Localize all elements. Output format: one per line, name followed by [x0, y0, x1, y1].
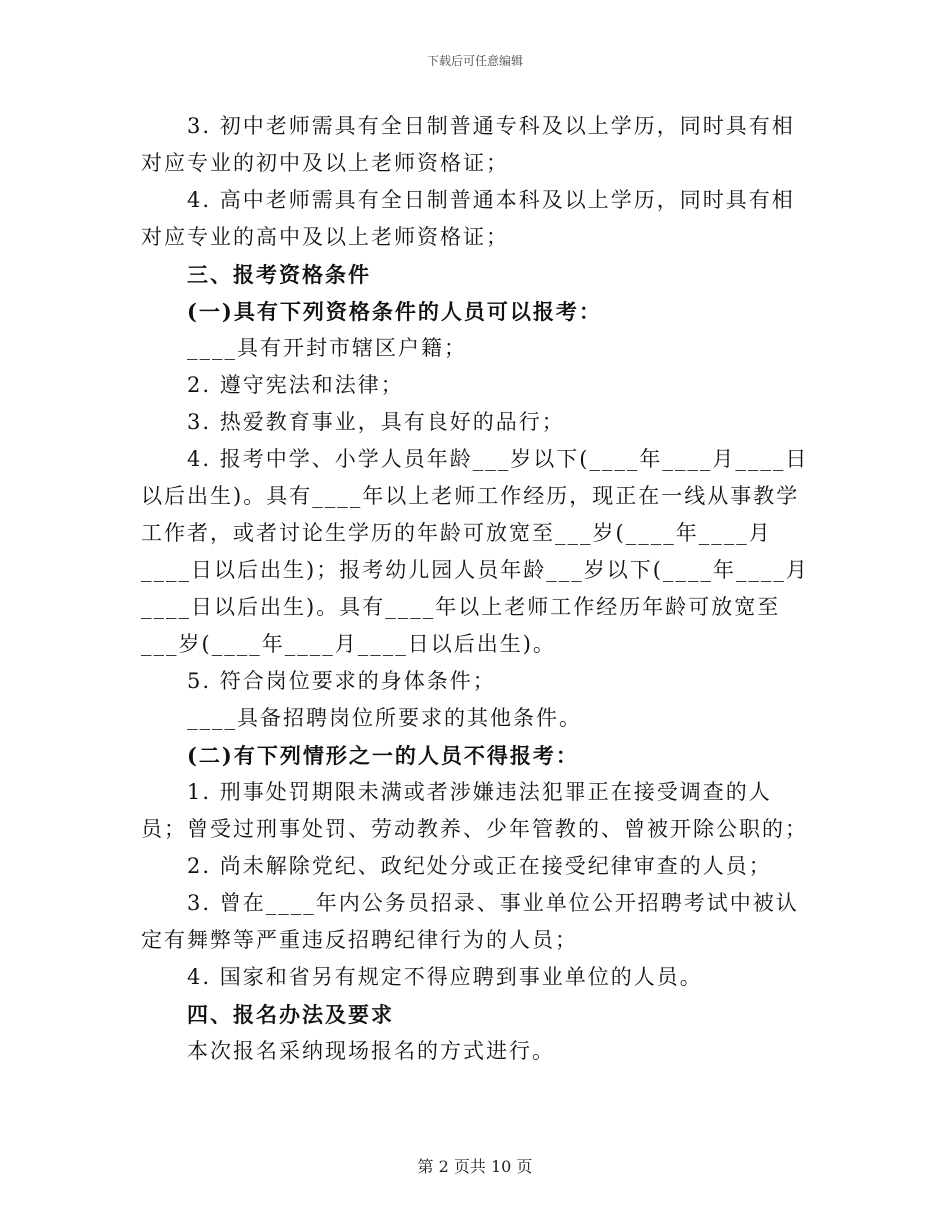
paragraph: 本次报名采纳现场报名的方式进行。: [187, 1039, 555, 1063]
section-heading: 四、报名办法及要求: [187, 1002, 394, 1027]
paragraph: 2. 遵守宪法和法律；: [187, 373, 404, 397]
paragraph: 3. 曾在____年内公务员招录、事业单位公开招聘考试中被认定有舞弊等严重违反招聘纪律行为的人员；: [141, 891, 799, 952]
paragraph: ____具有开封市辖区户籍；: [187, 336, 467, 360]
paragraph: 3. 初中老师需具有全日制普通专科及以上学历，同时具有相对应专业的初中及以上老师资格证；: [141, 114, 795, 175]
paragraph: 4. 报考中学、小学人员年龄___岁以下(____年____月____日以后出生)。具有____年以上老师工作经历，现正在一线从事教学工作者，或者讨论生学历的年龄可放宽至___岁(____年____月____日以后出生)；报考幼儿园人员年龄___岁以下(____年____月____日以后出生)。具有____年以上老师工作经历年龄可放宽至___岁(____年____月____日以后出生)。: [141, 447, 809, 656]
section-heading: 三、报考资格条件: [187, 262, 371, 287]
paragraph: 1. 刑事处罚期限未满或者涉嫌违法犯罪正在接受调查的人员；曾受过刑事处罚、劳动教养、少年管教的、曾被开除公职的；: [141, 780, 808, 841]
paragraph: 4. 高中老师需具有全日制普通本科及以上学历，同时具有相对应专业的高中及以上老师资格证；: [141, 188, 795, 249]
paragraph: 3. 热爱教育事业，具有良好的品行；: [187, 410, 565, 434]
subsection-heading: (一)具有下列资格条件的人员可以报考：: [187, 299, 602, 324]
page-footer: 第 2 页共 10 页: [417, 1157, 533, 1176]
paragraph: ____具备招聘岗位所要求的其他条件。: [187, 706, 582, 730]
paragraph: 2. 尚未解除党纪、政纪处分或正在接受纪律审查的人员；: [187, 854, 772, 878]
page-header: 下载后可任意编辑: [426, 54, 523, 68]
document-body: [141, 108, 817, 1070]
paragraph: 5. 符合岗位要求的身体条件；: [187, 669, 496, 693]
paragraph: 4. 国家和省另有规定不得应聘到事业单位的人员。: [187, 965, 703, 989]
subsection-heading: (二)有下列情形之一的人员不得报考：: [187, 743, 579, 768]
